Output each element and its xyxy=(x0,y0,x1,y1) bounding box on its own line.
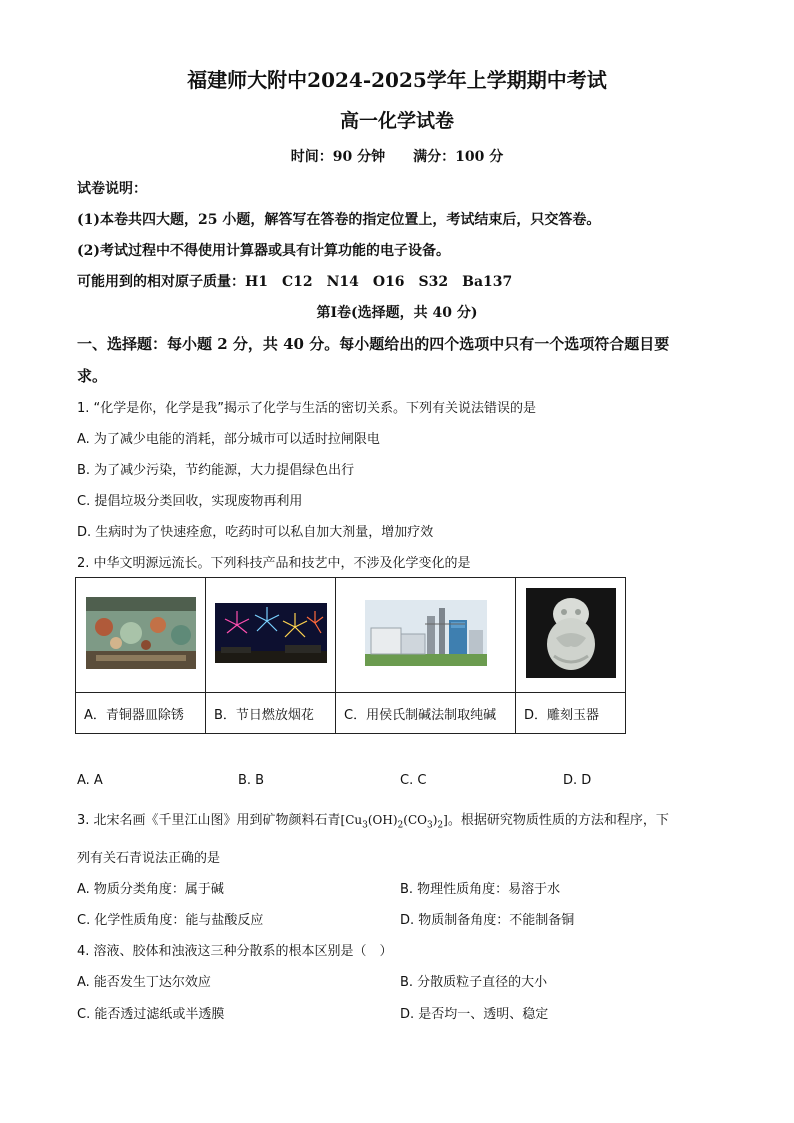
q4-option-c: C. 能否透过滤纸或半透膜 xyxy=(77,1007,225,1022)
q1-option-a: A. 为了减少电能的消耗，部分城市可以适时拉闸限电 xyxy=(77,432,380,447)
q3-option-b: B. 物理性质角度：易溶于水 xyxy=(400,882,561,897)
exam-subtitle: 高一化学试卷 xyxy=(339,110,454,132)
q2-image-cell-c xyxy=(336,578,516,693)
q3-option-a: A. 物质分类角度：属于碱 xyxy=(77,882,224,897)
q4-option-a: A. 能否发生丁达尔效应 xyxy=(77,975,211,990)
q2-caption-d: D．雕刻玉器 xyxy=(516,693,626,734)
part-instructions-line-1: 一、选择题：每小题 2 分，共 40 分。每小题给出的四个选项中只有一个选项符合题目要 xyxy=(77,335,670,353)
atomic-masses: 可能用到的相对原子质量：H1 C12 N14 O16 S32 Ba137 xyxy=(77,274,513,290)
instructions-heading: 试卷说明： xyxy=(77,181,147,197)
q3-option-c: C. 化学性质角度：能与盐酸反应 xyxy=(77,913,264,928)
instruction-item-1: (1)本卷共四大题，25 小题，解答写在答卷的指定位置上，考试结束后，只交答卷。 xyxy=(77,212,601,228)
bronze-vessel-image xyxy=(86,597,196,669)
q2-caption-a: A．青铜器皿除锈 xyxy=(76,693,206,734)
q2-caption-b: B．节日燃放烟花 xyxy=(206,693,336,734)
q4-stem: 4. 溶液、胶体和浊液这三种分散系的根本区别是（ ） xyxy=(77,944,393,959)
q1-option-d: D. 生病时为了快速痊愈，吃药时可以私自加大剂量，增加疗效 xyxy=(77,525,434,540)
q3-formula: $[Cu_3(OH)_2(CO_3)_2]$ xyxy=(340,813,448,831)
section-title: 第Ⅰ卷(选择题，共 40 分) xyxy=(316,305,478,321)
q2-image-cell-a xyxy=(76,578,206,693)
jade-carving-image xyxy=(526,588,616,678)
fireworks-image xyxy=(215,603,327,663)
q3-stem-pre: 3. 北宋名画《千里江山图》用到矿物颜料石青 xyxy=(77,813,341,828)
q2-caption-c: C．用侯氏制碱法制取纯碱 xyxy=(336,693,516,734)
q1-option-c: C. 提倡垃圾分类回收，实现废物再利用 xyxy=(77,494,303,509)
q2-image-cell-d xyxy=(516,578,626,693)
q2-image-cell-b xyxy=(206,578,336,693)
q2-option-c: C. C xyxy=(400,773,427,788)
q2-options-table xyxy=(75,577,626,734)
q3-stem-post: 。根据研究物质性质的方法和程序，下 xyxy=(447,813,669,828)
instruction-item-2: (2)考试过程中不得使用计算器或具有计算功能的电子设备。 xyxy=(77,243,450,259)
exam-title: 福建师大附中2024-2025学年上学期期中考试 xyxy=(187,68,607,92)
q3-option-d: D. 物质制备角度：不能制备铜 xyxy=(400,913,575,928)
q4-option-d: D. 是否均一、透明、稳定 xyxy=(400,1007,549,1022)
q1-option-b: B. 为了减少污染，节约能源，大力提倡绿色出行 xyxy=(77,463,355,478)
q3-stem-line-1 xyxy=(77,809,669,830)
q1-stem: 1. “化学是你，化学是我”揭示了化学与生活的密切关系。下列有关说法错误的是 xyxy=(77,401,537,416)
soda-factory-image xyxy=(365,600,487,666)
q2-stem: 2. 中华文明源远流长。下列科技产品和技艺中，不涉及化学变化的是 xyxy=(77,556,471,571)
part-instructions-line-2: 求。 xyxy=(77,367,108,385)
q4-option-b: B. 分散质粒子直径的大小 xyxy=(400,975,548,990)
time-score: 时间：90 分钟 满分：100 分 xyxy=(290,149,504,165)
q3-stem-line-2: 列有关石青说法正确的是 xyxy=(77,851,221,866)
q2-option-a: A. A xyxy=(77,773,103,788)
q2-option-b: B. B xyxy=(238,773,265,788)
q2-option-d: D. D xyxy=(563,773,592,788)
